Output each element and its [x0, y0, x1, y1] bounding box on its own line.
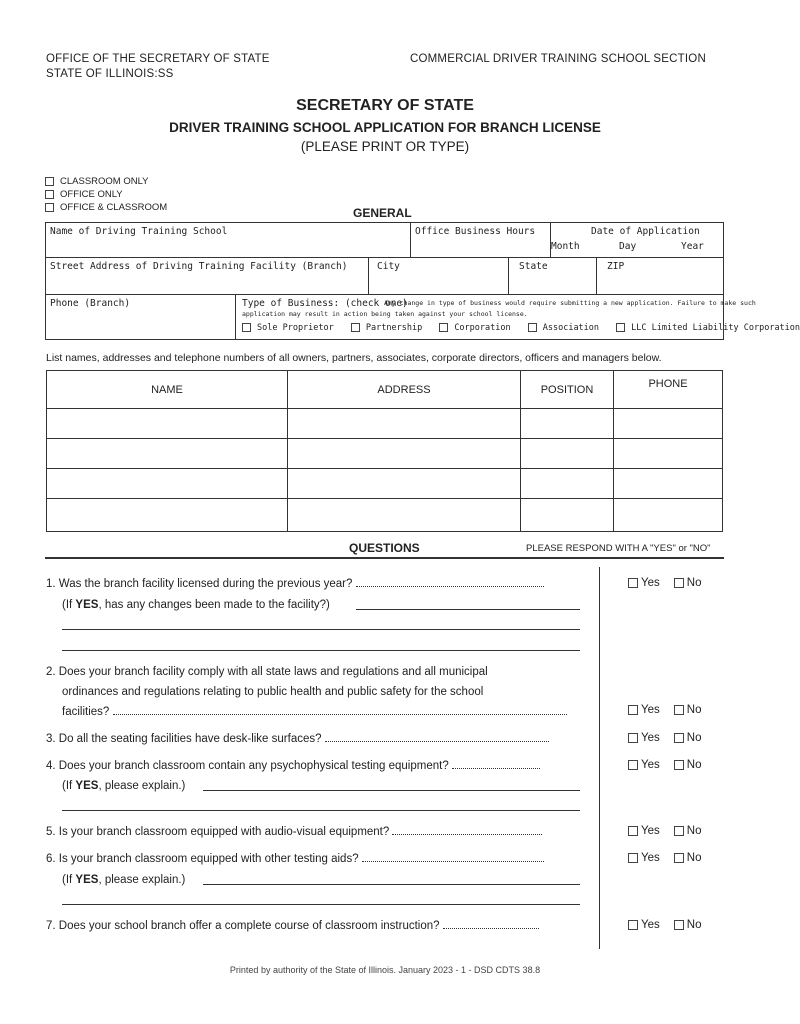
- option-label: CLASSROOM ONLY: [60, 176, 149, 187]
- question-4-answer: [628, 759, 701, 771]
- table-row: [47, 499, 723, 532]
- checkbox-icon[interactable]: [674, 760, 684, 770]
- no-option[interactable]: [674, 825, 702, 837]
- question-6-followup: [62, 870, 185, 890]
- yes-option[interactable]: [628, 577, 660, 589]
- checkbox-icon[interactable]: [674, 826, 684, 836]
- month-label: Month: [551, 241, 580, 252]
- phone-field[interactable]: [46, 295, 236, 339]
- address-cell[interactable]: [288, 409, 521, 439]
- street-address-field[interactable]: [46, 258, 369, 295]
- position-cell[interactable]: [521, 439, 614, 469]
- yes-option[interactable]: [628, 704, 660, 716]
- followup-text: , please explain.): [98, 874, 186, 886]
- section-heading: COMMERCIAL DRIVER TRAINING SCHOOL SECTION: [410, 53, 706, 65]
- option-association[interactable]: [528, 323, 599, 333]
- questions-divider: [45, 557, 724, 559]
- page-subtitle: DRIVER TRAINING SCHOOL APPLICATION FOR BRANCH LICENSE: [169, 120, 601, 135]
- date-label: Date of Application: [591, 226, 700, 237]
- followup-bold: YES: [75, 874, 99, 886]
- name-cell[interactable]: [47, 469, 288, 499]
- option-llc[interactable]: [616, 323, 800, 333]
- dot-leader: [113, 702, 567, 715]
- option-label: Association: [542, 323, 600, 333]
- address-cell[interactable]: [288, 439, 521, 469]
- table-row: [47, 409, 723, 439]
- office-heading: OFFICE OF THE SECRETARY OF STATE: [46, 53, 270, 65]
- column-header-address: ADDRESS: [288, 371, 521, 409]
- phone-cell[interactable]: [614, 439, 723, 469]
- yes-label: Yes: [641, 759, 660, 771]
- address-cell[interactable]: [288, 469, 521, 499]
- checkbox-icon[interactable]: [45, 190, 54, 199]
- answer-line[interactable]: [356, 609, 580, 610]
- no-label: No: [686, 919, 702, 931]
- business-type-label: Type of Business: (check one): [242, 298, 408, 309]
- yes-option[interactable]: [628, 825, 660, 837]
- option-office-classroom[interactable]: [45, 202, 167, 213]
- checkbox-icon[interactable]: [439, 323, 448, 332]
- question-6-answer: [628, 852, 701, 864]
- owners-instruction: List names, addresses and telephone numbers of all owners, partners, associates, corporate directors, officers and managers below.: [46, 352, 662, 364]
- question-1-answer: [628, 577, 701, 589]
- column-header-phone: PHONE: [614, 371, 723, 409]
- checkbox-icon[interactable]: [616, 323, 625, 332]
- no-option[interactable]: [674, 704, 702, 716]
- table-row: [47, 439, 723, 469]
- zip-field[interactable]: [597, 258, 723, 295]
- checkbox-icon[interactable]: [628, 853, 638, 863]
- question-7-answer: [628, 919, 701, 931]
- option-label: Partnership: [365, 323, 423, 333]
- question-2-answer: [628, 704, 701, 716]
- option-corporation[interactable]: [439, 323, 510, 333]
- checkbox-icon[interactable]: [674, 733, 684, 743]
- state-field[interactable]: [509, 258, 597, 295]
- option-sole-proprietor[interactable]: [242, 323, 334, 333]
- column-header-position: POSITION: [521, 371, 614, 409]
- option-classroom-only[interactable]: [45, 176, 149, 187]
- business-type-field: [236, 295, 800, 339]
- yes-label: Yes: [641, 732, 660, 744]
- position-cell[interactable]: [521, 499, 614, 532]
- owners-table: [46, 370, 723, 532]
- option-office-only[interactable]: [45, 189, 123, 200]
- table-header-row: [47, 371, 723, 409]
- checkbox-icon[interactable]: [628, 920, 638, 930]
- checkbox-icon[interactable]: [45, 177, 54, 186]
- no-option[interactable]: [674, 852, 702, 864]
- answer-line[interactable]: [203, 884, 580, 885]
- yes-option[interactable]: [628, 852, 660, 864]
- yes-label: Yes: [641, 704, 660, 716]
- followup-bold: YES: [75, 780, 99, 792]
- question-text: 6. Is your branch classroom equipped with other testing aids?: [46, 853, 359, 865]
- page-footer: Printed by authority of the State of Illinois. January 2023 - 1 - DSD CDTS 38.8: [229, 965, 541, 975]
- address-cell[interactable]: [288, 499, 521, 532]
- question-4-followup: [62, 776, 185, 796]
- question-text: 7. Does your school branch offer a complete course of classroom instruction?: [46, 920, 440, 932]
- no-option[interactable]: [674, 759, 702, 771]
- column-header-name: NAME: [47, 371, 288, 409]
- checkbox-icon[interactable]: [242, 323, 251, 332]
- name-cell[interactable]: [47, 409, 288, 439]
- yes-option[interactable]: [628, 919, 660, 931]
- position-cell[interactable]: [521, 469, 614, 499]
- dot-leader: [452, 756, 540, 769]
- followup-text: (If: [62, 874, 76, 886]
- question-1: [46, 574, 581, 594]
- street-label: Street Address of Driving Training Facility (Branch): [50, 261, 348, 272]
- city-field[interactable]: [369, 258, 509, 295]
- year-label: Year: [681, 241, 704, 252]
- option-partnership[interactable]: [351, 323, 422, 333]
- state-label: State: [519, 261, 548, 272]
- day-label: Day: [619, 241, 637, 252]
- checkbox-icon[interactable]: [628, 760, 638, 770]
- dot-leader: [356, 574, 544, 587]
- phone-cell[interactable]: [614, 469, 723, 499]
- print-instruction: (PLEASE PRINT OR TYPE): [300, 139, 470, 154]
- checkbox-icon[interactable]: [628, 826, 638, 836]
- office-hours-label: Office Business Hours: [415, 226, 536, 237]
- city-label: City: [377, 261, 400, 272]
- no-label: No: [686, 759, 702, 771]
- no-label: No: [686, 732, 702, 744]
- question-6: [46, 849, 581, 869]
- checkbox-icon[interactable]: [674, 853, 684, 863]
- answer-line[interactable]: [203, 790, 580, 791]
- no-option[interactable]: [674, 577, 702, 589]
- yes-option[interactable]: [628, 732, 660, 744]
- question-2-line3: [62, 702, 582, 722]
- yes-label: Yes: [641, 919, 660, 931]
- school-name-label: Name of Driving Training School: [50, 226, 228, 237]
- office-hours-field[interactable]: [411, 223, 551, 258]
- question-1-followup: [62, 595, 330, 615]
- question-2: 2. Does your branch facility comply with all state laws and regulations and all municipal: [46, 666, 488, 678]
- position-cell[interactable]: [521, 409, 614, 439]
- no-label: No: [686, 577, 702, 589]
- answer-line[interactable]: [62, 650, 580, 651]
- school-name-field[interactable]: [46, 223, 411, 258]
- followup-text: (If: [62, 780, 76, 792]
- question-text: 1. Was the branch facility licensed during the previous year?: [46, 578, 353, 590]
- option-label: Corporation: [454, 323, 511, 333]
- answer-line[interactable]: [62, 904, 580, 905]
- business-type-options: [242, 323, 800, 333]
- dot-leader: [325, 729, 549, 742]
- name-cell[interactable]: [47, 439, 288, 469]
- checkbox-icon[interactable]: [351, 323, 360, 332]
- checkbox-icon[interactable]: [528, 323, 537, 332]
- option-label: OFFICE ONLY: [60, 189, 123, 200]
- answer-column-divider: [599, 567, 600, 949]
- business-type-note: Any change in type of business would require submitting a new application. Failure to make such: [384, 299, 756, 307]
- page-title: SECRETARY OF STATE: [296, 97, 474, 114]
- question-2-line2: ordinances and regulations relating to public health and public safety for the school: [62, 686, 484, 698]
- checkbox-icon[interactable]: [628, 705, 638, 715]
- application-date-field[interactable]: [551, 223, 723, 258]
- business-type-note: application may result in action being taken against your school license.: [242, 310, 528, 318]
- option-label: OFFICE & CLASSROOM: [60, 202, 168, 213]
- general-form: [45, 222, 800, 340]
- dot-leader: [392, 822, 542, 835]
- answer-line[interactable]: [62, 810, 580, 811]
- option-label: LLC Limited Liability Corporation: [631, 323, 800, 333]
- followup-text: , please explain.): [98, 780, 186, 792]
- yes-label: Yes: [641, 577, 660, 589]
- checkbox-icon[interactable]: [628, 578, 638, 588]
- question-text: facilities?: [62, 706, 110, 718]
- question-3: [46, 729, 581, 749]
- answer-line[interactable]: [62, 629, 580, 630]
- phone-cell[interactable]: [614, 499, 723, 532]
- dot-leader: [443, 916, 539, 929]
- question-5: [46, 822, 581, 842]
- followup-bold: YES: [75, 599, 99, 611]
- question-5-answer: [628, 825, 701, 837]
- no-label: No: [686, 852, 702, 864]
- checkbox-icon[interactable]: [674, 705, 684, 715]
- state-heading: STATE OF ILLINOIS:SS: [46, 68, 174, 80]
- question-text: 3. Do all the seating facilities have desk-like surfaces?: [46, 733, 322, 745]
- yes-label: Yes: [641, 852, 660, 864]
- yes-label: Yes: [641, 825, 660, 837]
- dot-leader: [362, 849, 544, 862]
- respond-note: PLEASE RESPOND WITH A "YES" or "NO": [526, 543, 711, 554]
- yes-option[interactable]: [628, 759, 660, 771]
- question-7: [46, 916, 581, 936]
- followup-text: (If: [62, 599, 76, 611]
- checkbox-icon[interactable]: [674, 578, 684, 588]
- no-label: No: [686, 704, 702, 716]
- name-cell[interactable]: [47, 499, 288, 532]
- no-option[interactable]: [674, 732, 702, 744]
- checkbox-icon[interactable]: [45, 203, 54, 212]
- question-text: 4. Does your branch classroom contain any psychophysical testing equipment?: [46, 760, 449, 772]
- question-4: [46, 756, 581, 776]
- no-label: No: [686, 825, 702, 837]
- no-option[interactable]: [674, 919, 702, 931]
- zip-label: ZIP: [607, 261, 625, 272]
- phone-label: Phone (Branch): [50, 298, 131, 309]
- checkbox-icon[interactable]: [628, 733, 638, 743]
- table-row: [47, 469, 723, 499]
- question-3-answer: [628, 732, 701, 744]
- question-text: 5. Is your branch classroom equipped with audio-visual equipment?: [46, 826, 390, 838]
- followup-text: , has any changes been made to the facility?): [98, 599, 330, 611]
- phone-cell[interactable]: [614, 409, 723, 439]
- general-heading: GENERAL: [353, 206, 412, 220]
- questions-heading: QUESTIONS: [349, 541, 420, 555]
- checkbox-icon[interactable]: [674, 920, 684, 930]
- option-label: Sole Proprietor: [257, 323, 334, 333]
